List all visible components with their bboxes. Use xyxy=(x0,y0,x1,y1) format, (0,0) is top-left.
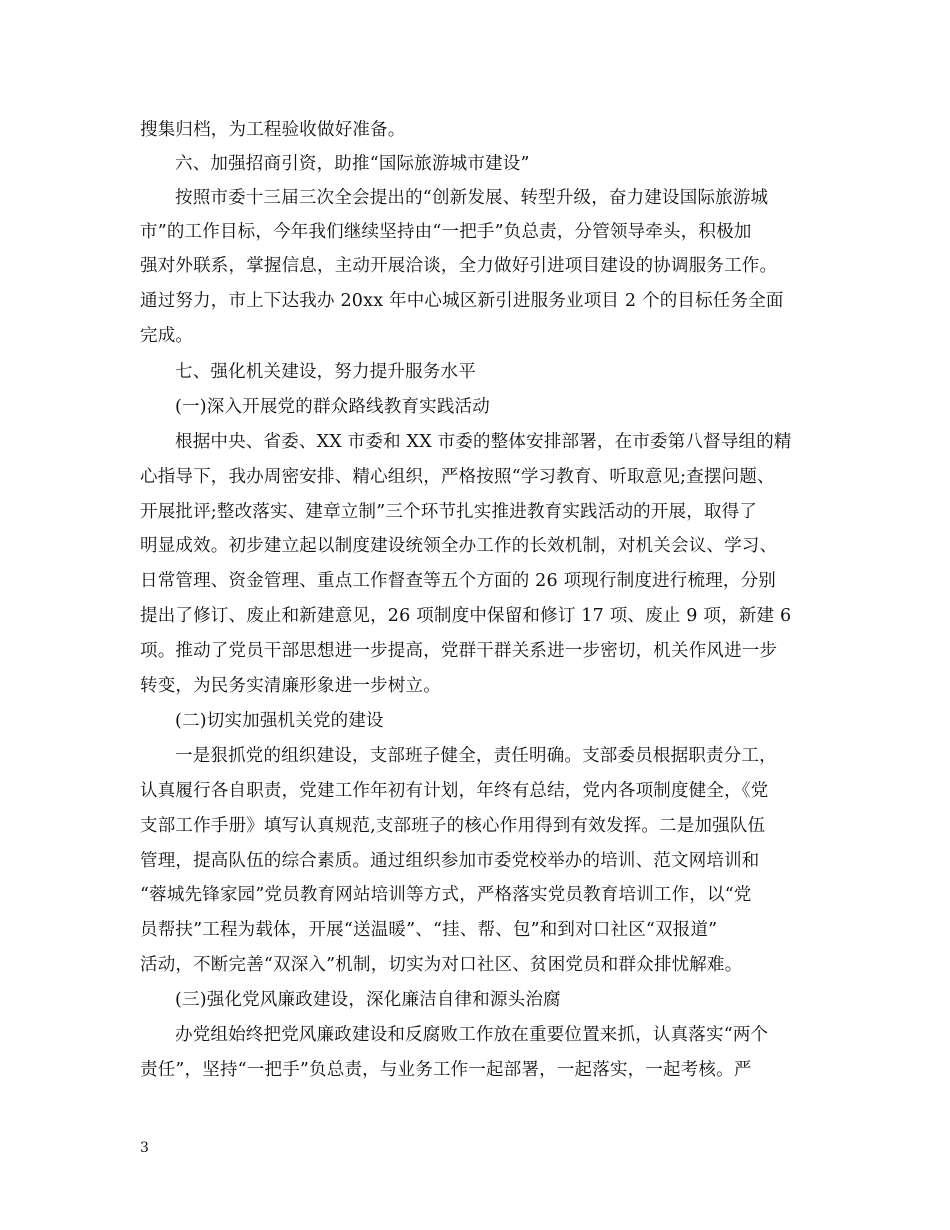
paragraph-line: 管理，提高队伍的综合素质。通过组织参加市委党校举办的培训、范文网培训和 xyxy=(140,851,760,871)
paragraph-line: 一是狠抓党的组织建设，支部班子健全，责任明确。支部委员根据职责分工， xyxy=(175,746,777,766)
subsection-heading: (三)强化党风廉政建设，深化廉洁自律和源头治腐 xyxy=(175,990,561,1010)
paragraph-line: 日常管理、资金管理、重点工作督查等五个方面的 26 项现行制度进行梳理，分别 xyxy=(140,571,776,591)
page-number: 3 xyxy=(140,1140,149,1156)
paragraph-line: 强对外联系，掌握信息，主动开展洽谈，全力做好引进项目建设的协调服务工作。 xyxy=(140,256,778,276)
paragraph-line: 支部工作手册》填写认真规范,支部班子的核心作用得到有效发挥。二是加强队伍 xyxy=(140,816,766,836)
paragraph-line: 通过努力，市上下达我办 20xx 年中心城区新引进服务业项目 2 个的目标任务全面 xyxy=(140,291,784,311)
subsection-heading: (二)切实加强机关党的建设 xyxy=(175,711,384,731)
subsection-heading: (一)深入开展党的群众路线教育实践活动 xyxy=(175,397,490,417)
text-line: 搜集归档，为工程验收做好准备。 xyxy=(140,120,406,140)
paragraph-line: 提出了修订、废止和新建意见，26 项制度中保留和修订 17 项、废止 9 项，新建 6 xyxy=(140,606,792,626)
section-heading: 七、强化机关建设，努力提升服务水平 xyxy=(175,362,476,382)
paragraph-line: 明显成效。初步建立起以制度建设统领全办工作的长效机制，对机关会议、学习、 xyxy=(140,536,778,556)
paragraph-line: “蓉城先锋家园”党员教育网站培训等方式，严格落实党员教育培训工作，以“党 xyxy=(140,885,752,905)
paragraph-line: 根据中央、省委、XX 市委和 XX 市委的整体安排部署，在市委第八督导组的精 xyxy=(175,432,792,452)
paragraph-line: 责任”，坚持“一把手”负总责，与业务工作一起部署，一起落实，一起考核。严 xyxy=(140,1060,752,1080)
paragraph-line: 按照市委十三届三次全会提出的“创新发展、转型升级，奋力建设国际旅游城 xyxy=(175,188,769,208)
paragraph-line: 开展批评;整改落实、建章立制”三个环节扎实推进教育实践活动的开展，取得了 xyxy=(140,502,758,522)
paragraph-line: 办党组始终把党风廉政建设和反腐败工作放在重要位置来抓，认真落实“两个 xyxy=(175,1025,769,1045)
section-heading: 六、加强招商引资，助推“国际旅游城市建设” xyxy=(175,154,530,174)
paragraph-line: 员帮扶”工程为载体，开展“送温暖”、“挂、帮、包”和到对口社区“双报道” xyxy=(140,920,718,940)
paragraph-line: 市”的工作目标，今年我们继续坚持由“一把手”负总责，分管领导牵头，积极加 xyxy=(140,222,752,242)
paragraph-line: 项。推动了党员干部思想进一步提高，党群干群关系进一步密切，机关作风进一步 xyxy=(140,641,778,661)
paragraph-line: 活动，不断完善“双深入”机制，切实为对口社区、贫困党员和群众排忧解难。 xyxy=(140,955,743,975)
paragraph-line: 心指导下，我办周密安排、精心组织，严格按照“学习教育、听取意见;查摆问题、 xyxy=(140,467,775,487)
paragraph-line: 转变，为民务实清廉形象进一步树立。 xyxy=(140,676,441,696)
paragraph-line: 完成。 xyxy=(140,326,194,346)
paragraph-line: 认真履行各自职责，党建工作年初有计划，年终有总结，党内各项制度健全，《党 xyxy=(140,781,769,801)
